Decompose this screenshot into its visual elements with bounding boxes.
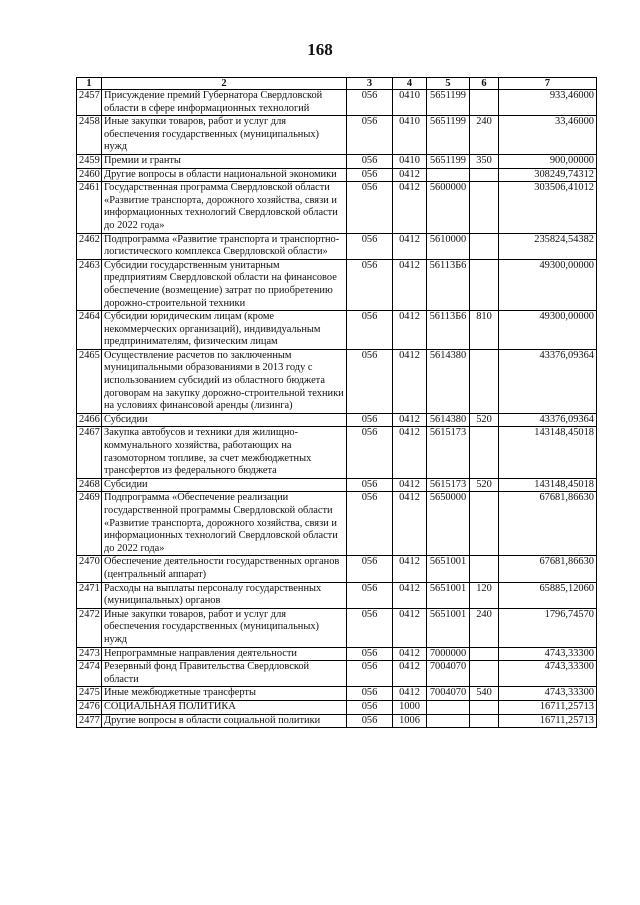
row-number: 2462 bbox=[77, 233, 102, 259]
table-row bbox=[77, 647, 597, 661]
row-expense-type: 810 bbox=[470, 311, 499, 350]
row-section-code: 0412 bbox=[393, 349, 427, 413]
row-ministry-code: 056 bbox=[347, 349, 393, 413]
row-number: 2461 bbox=[77, 182, 102, 233]
row-ministry-code: 056 bbox=[347, 687, 393, 701]
row-target-code: 5651199 bbox=[427, 154, 470, 168]
table-row bbox=[77, 413, 597, 427]
table-row bbox=[77, 182, 597, 233]
row-target-code: 5614380 bbox=[427, 413, 470, 427]
row-target-code: 5600000 bbox=[427, 182, 470, 233]
row-number: 2474 bbox=[77, 661, 102, 687]
row-expense-type bbox=[470, 259, 499, 310]
row-number: 2457 bbox=[77, 90, 102, 116]
row-name: Осуществление расчетов по заключенным муниципальными образованиями в 2013 году с использованием субсидий из областного бюджета договорам на закупку дорожно-строительной техники на условиях финансовой аренды (лизинга) bbox=[102, 349, 347, 413]
row-number: 2471 bbox=[77, 582, 102, 608]
column-header-3: 3 bbox=[347, 78, 393, 90]
row-target-code bbox=[427, 168, 470, 182]
row-expense-type: 540 bbox=[470, 687, 499, 701]
row-name: Присуждение премий Губернатора Свердловской области в сфере информационных технологий bbox=[102, 90, 347, 116]
row-amount: 67681,86630 bbox=[499, 492, 597, 556]
row-target-code: 5615173 bbox=[427, 427, 470, 478]
row-amount: 143148,45018 bbox=[499, 427, 597, 478]
row-section-code: 0412 bbox=[393, 661, 427, 687]
row-amount: 43376,09364 bbox=[499, 413, 597, 427]
row-name: Подпрограмма «Обеспечение реализации государственной программы Свердловской области «Развитие транспорта, дорожного хозяйства, связи и информационных технологий Свердловской области до 2022 года» bbox=[102, 492, 347, 556]
row-section-code: 0412 bbox=[393, 582, 427, 608]
row-section-code: 0412 bbox=[393, 233, 427, 259]
row-expense-type: 120 bbox=[470, 582, 499, 608]
row-name: Закупка автобусов и техники для жилищно-коммунального хозяйства, работающих на газомоторном топливе, за счет межбюджетных трансфертов из федерального бюджета bbox=[102, 427, 347, 478]
row-target-code: 7004070 bbox=[427, 687, 470, 701]
row-expense-type bbox=[470, 168, 499, 182]
table-row bbox=[77, 427, 597, 478]
row-number: 2460 bbox=[77, 168, 102, 182]
row-target-code: 5650000 bbox=[427, 492, 470, 556]
row-expense-type bbox=[470, 556, 499, 582]
table-row bbox=[77, 116, 597, 155]
row-target-code: 5651199 bbox=[427, 116, 470, 155]
row-name: Подпрограмма «Развитие транспорта и транспортно-логистического комплекса Свердловской области» bbox=[102, 233, 347, 259]
row-section-code: 0412 bbox=[393, 556, 427, 582]
table-row bbox=[77, 492, 597, 556]
page-number: 168 bbox=[307, 40, 333, 59]
row-expense-type bbox=[470, 492, 499, 556]
row-amount: 933,46000 bbox=[499, 90, 597, 116]
row-expense-type bbox=[470, 661, 499, 687]
table-row bbox=[77, 311, 597, 350]
row-ministry-code: 056 bbox=[347, 661, 393, 687]
row-section-code: 0412 bbox=[393, 608, 427, 647]
row-ministry-code: 056 bbox=[347, 582, 393, 608]
row-target-code: 5651001 bbox=[427, 582, 470, 608]
row-number: 2459 bbox=[77, 154, 102, 168]
row-section-code: 0410 bbox=[393, 154, 427, 168]
row-number: 2467 bbox=[77, 427, 102, 478]
row-ministry-code: 056 bbox=[347, 413, 393, 427]
row-amount: 235824,54382 bbox=[499, 233, 597, 259]
row-number: 2458 bbox=[77, 116, 102, 155]
table-row bbox=[77, 556, 597, 582]
row-number: 2470 bbox=[77, 556, 102, 582]
row-amount: 16711,25713 bbox=[499, 700, 597, 714]
row-target-code bbox=[427, 714, 470, 728]
row-ministry-code: 056 bbox=[347, 427, 393, 478]
table-row bbox=[77, 661, 597, 687]
row-target-code: 5651001 bbox=[427, 556, 470, 582]
row-amount: 308249,74312 bbox=[499, 168, 597, 182]
row-section-code: 0412 bbox=[393, 478, 427, 492]
row-section-code: 0412 bbox=[393, 182, 427, 233]
row-amount: 16711,25713 bbox=[499, 714, 597, 728]
budget-table bbox=[76, 77, 597, 728]
row-number: 2473 bbox=[77, 647, 102, 661]
row-ministry-code: 056 bbox=[347, 492, 393, 556]
row-ministry-code: 056 bbox=[347, 714, 393, 728]
row-section-code: 0412 bbox=[393, 647, 427, 661]
row-name: Другие вопросы в области национальной экономики bbox=[102, 168, 347, 182]
row-target-code bbox=[427, 700, 470, 714]
row-amount: 143148,45018 bbox=[499, 478, 597, 492]
row-expense-type bbox=[470, 90, 499, 116]
row-target-code: 56113Б6 bbox=[427, 259, 470, 310]
column-header-4: 4 bbox=[393, 78, 427, 90]
row-number: 2465 bbox=[77, 349, 102, 413]
row-number: 2476 bbox=[77, 700, 102, 714]
table-row bbox=[77, 154, 597, 168]
row-target-code: 5651001 bbox=[427, 608, 470, 647]
row-expense-type: 350 bbox=[470, 154, 499, 168]
row-section-code: 0412 bbox=[393, 687, 427, 701]
row-ministry-code: 056 bbox=[347, 700, 393, 714]
column-header-5: 5 bbox=[427, 78, 470, 90]
row-amount: 33,46000 bbox=[499, 116, 597, 155]
row-expense-type bbox=[470, 714, 499, 728]
row-expense-type bbox=[470, 427, 499, 478]
row-section-code: 0412 bbox=[393, 311, 427, 350]
row-expense-type bbox=[470, 349, 499, 413]
row-ministry-code: 056 bbox=[347, 478, 393, 492]
row-number: 2468 bbox=[77, 478, 102, 492]
row-target-code: 5651199 bbox=[427, 90, 470, 116]
row-name: Иные закупки товаров, работ и услуг для обеспечения государственных (муниципальных) нужд bbox=[102, 116, 347, 155]
row-name: Субсидии bbox=[102, 413, 347, 427]
row-amount: 49300,00000 bbox=[499, 311, 597, 350]
table-row bbox=[77, 687, 597, 701]
table-row bbox=[77, 90, 597, 116]
row-amount: 303506,41012 bbox=[499, 182, 597, 233]
row-name: Непрограммные направления деятельности bbox=[102, 647, 347, 661]
row-section-code: 0412 bbox=[393, 427, 427, 478]
row-name: Государственная программа Свердловской области «Развитие транспорта, дорожного хозяйства, связи и информационных технологий Свердловской области до 2022 года» bbox=[102, 182, 347, 233]
row-ministry-code: 056 bbox=[347, 116, 393, 155]
row-name: Субсидии юридическим лицам (кроме некоммерческих организаций), индивидуальным предпринимателям, физическим лицам bbox=[102, 311, 347, 350]
column-header-7: 7 bbox=[499, 78, 597, 90]
row-expense-type: 240 bbox=[470, 116, 499, 155]
row-expense-type: 520 bbox=[470, 413, 499, 427]
row-section-code: 1000 bbox=[393, 700, 427, 714]
row-section-code: 0412 bbox=[393, 492, 427, 556]
row-target-code: 7000000 bbox=[427, 647, 470, 661]
row-target-code: 5614380 bbox=[427, 349, 470, 413]
row-name: СОЦИАЛЬНАЯ ПОЛИТИКА bbox=[102, 700, 347, 714]
row-ministry-code: 056 bbox=[347, 182, 393, 233]
table-row bbox=[77, 582, 597, 608]
row-amount: 43376,09364 bbox=[499, 349, 597, 413]
row-amount: 4743,33300 bbox=[499, 661, 597, 687]
column-header-6: 6 bbox=[470, 78, 499, 90]
row-target-code: 5615173 bbox=[427, 478, 470, 492]
row-ministry-code: 056 bbox=[347, 233, 393, 259]
row-name: Другие вопросы в области социальной политики bbox=[102, 714, 347, 728]
row-ministry-code: 056 bbox=[347, 647, 393, 661]
row-number: 2464 bbox=[77, 311, 102, 350]
table-row bbox=[77, 168, 597, 182]
row-section-code: 0410 bbox=[393, 116, 427, 155]
row-amount: 4743,33300 bbox=[499, 687, 597, 701]
table-row bbox=[77, 608, 597, 647]
header-row bbox=[77, 78, 597, 90]
row-amount: 65885,12060 bbox=[499, 582, 597, 608]
row-expense-type bbox=[470, 647, 499, 661]
column-header-1: 1 bbox=[77, 78, 102, 90]
row-target-code: 56113Б6 bbox=[427, 311, 470, 350]
row-section-code: 0412 bbox=[393, 259, 427, 310]
table-row bbox=[77, 478, 597, 492]
row-ministry-code: 056 bbox=[347, 154, 393, 168]
row-number: 2469 bbox=[77, 492, 102, 556]
table-row bbox=[77, 700, 597, 714]
row-name: Резервный фонд Правительства Свердловской области bbox=[102, 661, 347, 687]
row-name: Премии и гранты bbox=[102, 154, 347, 168]
row-expense-type bbox=[470, 700, 499, 714]
row-section-code: 0410 bbox=[393, 90, 427, 116]
row-expense-type bbox=[470, 233, 499, 259]
row-section-code: 0412 bbox=[393, 413, 427, 427]
row-amount: 4743,33300 bbox=[499, 647, 597, 661]
row-number: 2472 bbox=[77, 608, 102, 647]
row-name: Иные межбюджетные трансферты bbox=[102, 687, 347, 701]
row-expense-type bbox=[470, 182, 499, 233]
table-row bbox=[77, 349, 597, 413]
row-name: Субсидии bbox=[102, 478, 347, 492]
row-amount: 49300,00000 bbox=[499, 259, 597, 310]
row-amount: 1796,74570 bbox=[499, 608, 597, 647]
row-amount: 900,00000 bbox=[499, 154, 597, 168]
column-header-2: 2 bbox=[102, 78, 347, 90]
row-ministry-code: 056 bbox=[347, 168, 393, 182]
row-number: 2463 bbox=[77, 259, 102, 310]
row-expense-type: 520 bbox=[470, 478, 499, 492]
row-ministry-code: 056 bbox=[347, 259, 393, 310]
row-name: Иные закупки товаров, работ и услуг для обеспечения государственных (муниципальных) нужд bbox=[102, 608, 347, 647]
row-number: 2466 bbox=[77, 413, 102, 427]
row-amount: 67681,86630 bbox=[499, 556, 597, 582]
table-row bbox=[77, 259, 597, 310]
row-ministry-code: 056 bbox=[347, 90, 393, 116]
row-name: Обеспечение деятельности государственных органов (центральный аппарат) bbox=[102, 556, 347, 582]
row-expense-type: 240 bbox=[470, 608, 499, 647]
table-row bbox=[77, 233, 597, 259]
row-ministry-code: 056 bbox=[347, 311, 393, 350]
row-ministry-code: 056 bbox=[347, 556, 393, 582]
row-section-code: 0412 bbox=[393, 168, 427, 182]
row-ministry-code: 056 bbox=[347, 608, 393, 647]
row-number: 2477 bbox=[77, 714, 102, 728]
row-name: Субсидии государственным унитарным предприятиям Свердловской области на финансовое обеспечение (возмещение) затрат по приобретению дорожно-строительной техники bbox=[102, 259, 347, 310]
row-name: Расходы на выплаты персоналу государственных (муниципальных) органов bbox=[102, 582, 347, 608]
row-target-code: 7004070 bbox=[427, 661, 470, 687]
row-number: 2475 bbox=[77, 687, 102, 701]
row-section-code: 1006 bbox=[393, 714, 427, 728]
table-row bbox=[77, 714, 597, 728]
row-target-code: 5610000 bbox=[427, 233, 470, 259]
